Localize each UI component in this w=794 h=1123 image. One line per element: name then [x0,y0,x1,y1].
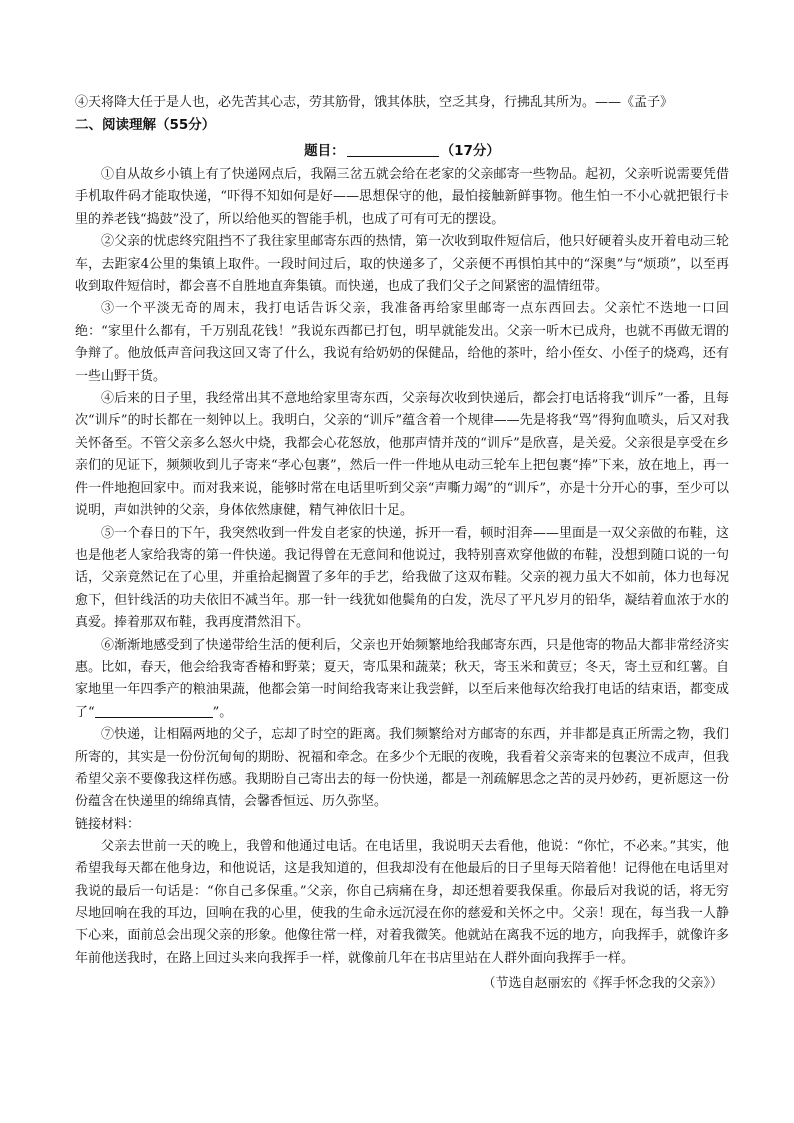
paragraph-6-answer-blank[interactable] [95,704,213,718]
paragraph-3: ③一个平淡无奇的周末，我打电话告诉父亲，我准备再给家里邮寄一点东西回去。父亲忙不迭地一口回绝：“家里什么都有，千万别乱花钱！”我说东西都已打包，明早就能发出。父亲一听木已成舟，也就不再做无谓的争辩了。他放低声音问我这回又寄了什么，我说有给奶奶的保健品，给他的茶叶，给小侄女、小侄子的烧鸡，还有一些山野干货。 [75,301,729,384]
paragraph-6-text: ⑥渐渐地感受到了快递带给生活的便利后，父亲也开始频繁地给我邮寄东西，只是他寄的物品大都非常经济实惠。比如，春天，他会给我寄香椿和野菜；夏天，寄瓜果和蔬菜；秋天，寄玉米和黄豆；冬天，寄土豆和红薯。自家地里一年四季产的粮油果蔬，他都会第一时间给我寄来让我尝鲜，以至后来他每次给我打电话的结束语，都变成了“ [75,637,729,720]
paragraph-5: ⑤一个春日的下午，我突然收到一件发自老家的快递，拆开一看，顿时泪奔——里面是一双父亲做的布鞋，这也是他老人家给我寄的第一件快递。我记得曾在无意间和他说过，我特别喜欢穿他做的布鞋，没想到随口说的一句话，父亲竟然记在了心里，并重拾起搁置了多年的手艺，给我做了这双布鞋。父亲的视力虽大不如前，体力也每况愈下，但针线活的功夫依旧不减当年。那一针一线犹如他鬓角的白发，洗尽了平凡岁月的铅华，凝结着血浓于水的真爱。捧着那双布鞋，我再度潸然泪下。 [75,525,729,631]
section-heading: 二、阅读理解（55分） [75,117,216,133]
link-material-label: 链接材料： [75,816,141,832]
source-citation: （节选自赵丽宏的《挥手怀念我的父亲》） [482,976,723,992]
paragraph-2: ②父亲的忧虑终究阻挡不了我往家里邮寄东西的热情，第一次收到取件短信后，他只好硬着头皮开着电动三轮车，去距家4公里的集镇上取件。一段时间过后，取的快递多了，父亲便不再惧怕其中的“深奥”与“烦琐”，以至再收到取件短信时，都会喜不自胜地直奔集镇。而快递，也成了我们父子之间紧密的温情纽带。 [75,234,729,295]
document-page [75,92,729,996]
paragraph-1: ①自从故乡小镇上有了快递网点后，我隔三岔五就会给在老家的父亲邮寄一些物品。起初，父亲听说需要凭借手机取件码才能取快递，“吓得不知如何是好——思想保守的他，最怕接触新鲜事物。他生怕一不小心就把银行卡里的养老钱“捣鼓”没了，所以给他买的智能手机，也成了可有可无的摆设。 [75,167,729,227]
paragraph-4: ④后来的日子里，我经常出其不意地给家里寄东西，父亲每次收到快递后，都会打电话将我“训斥”一番，且每次“训斥”的时长都在一刻钟以上。我明白，父亲的“训斥”蕴含着一个规律——先是将我“骂”得狗血喷头，后又对我关怀备至。不管父亲多么怒火中烧，我都会心花怒放，他那声情并茂的“训斥”是欣喜，是关爱。父亲很是享受在乡亲们的见证下，频频收到儿子寄来“孝心包裹”，然后一件一件地从电动三轮车上把包裹“捧”下来，放在地上，再一件一件地抱回家中。而对我来说，能够时常在电话里听到父亲“声嘶力竭”的“训斥”，亦是十分开心的事，至少可以说明，声如洪钟的父亲，身体依然康健，精气神依旧十足。 [75,391,729,519]
paragraph-6 [75,635,729,725]
title-label: 题目： [304,143,345,159]
quote-line: ④天将降大任于是人也，必先苦其心志，劳其筋骨，饿其体肤，空乏其身，行拂乱其所为。——《孟子》 [75,95,674,110]
paragraph-7: ⑦快递，让相隔两地的父子，忘却了时空的距离。我们频繁给对方邮寄的东西，并非都是真正所需之物，我们所寄的，其实是一份份沉甸甸的期盼、祝福和牵念。在多少个无眠的夜晚，我看着父亲寄来的包裹泣不成声，但我希望父亲不要像我这样伤感。我期盼自己寄出去的每一份快递，都是一剂疏解思念之苦的灵丹妙药，更祈愿这一份份蕴含在快递里的绵绵真情，会馨香恒远、历久弥坚。 [75,727,729,810]
paragraph-6-end: ”。 [212,704,233,720]
title-score: （17分） [440,143,500,159]
question-title [75,138,729,164]
title-answer-blank[interactable] [347,142,439,157]
link-material-text: 父亲去世前一天的晚上，我曾和他通过电话。在电话里，我说明天去看他，他说：“你忙，不必来。”其实，他希望我每天都在他身边，和他说话，这是我知道的，但我却没有在他最后的日子里每天陪着他！记得他在电话里对我说的最后一句话是：“你自己多保重。”父亲，你自己病痛在身，却还想着要我保重。你最后对我说的话，将无穷尽地回响在我的耳边，回响在我的心里，使我的生命永远沉浸在你的慈爱和关怀之中。父亲！现在，每当我一人静下心来，面前总会出现父亲的形象。他像往常一样，对着我微笑。他就站在离我不远的地方，向我挥手，就像许多年前他送我时，在路上回过头来向我挥手一样，就像前几年在书店里站在人群外面向我挥手一样。 [75,838,729,966]
